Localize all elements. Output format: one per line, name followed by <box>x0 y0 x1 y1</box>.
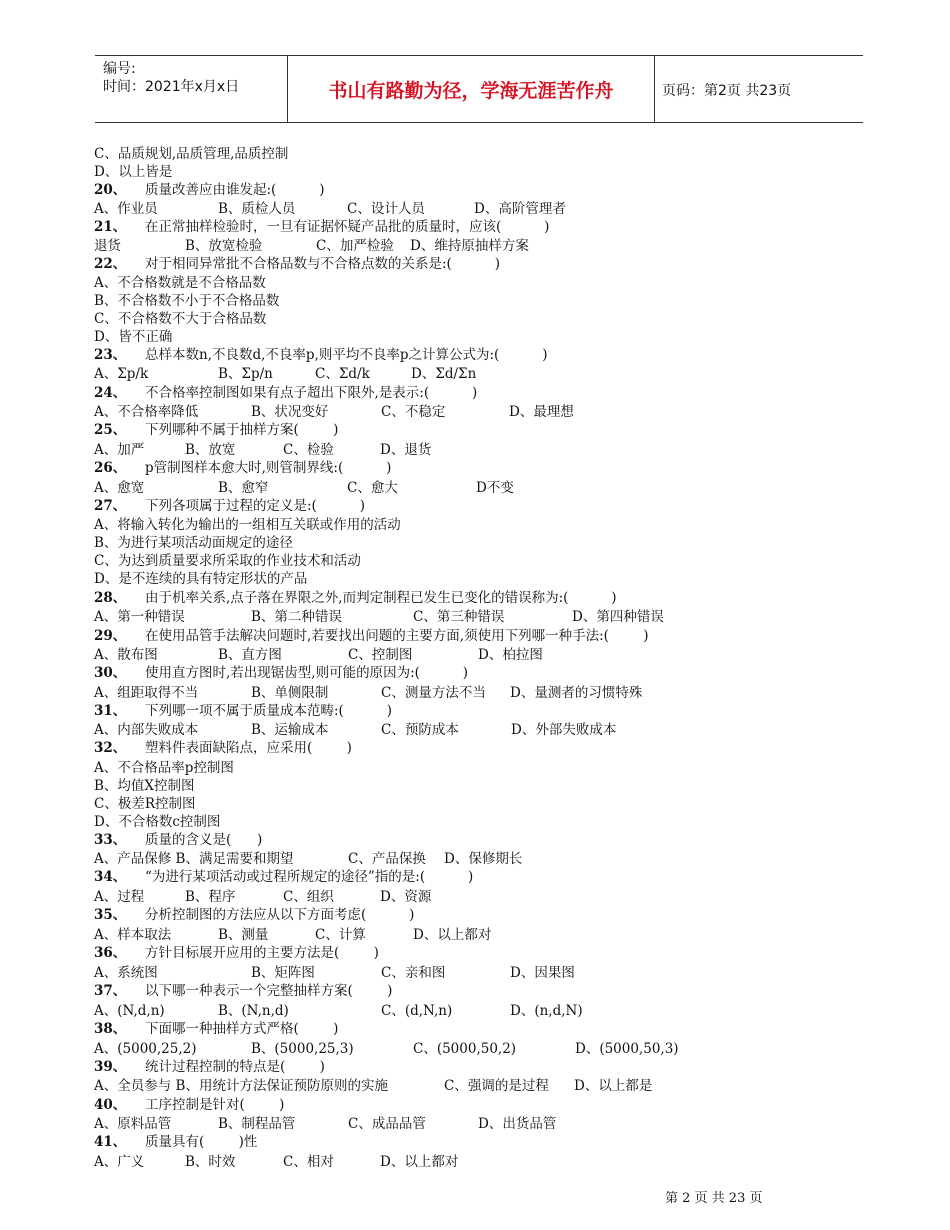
answer-option: C、设计人员 <box>347 201 425 217</box>
answer-option: B、不合格数不小于不合格品数 <box>94 293 280 309</box>
header-divider <box>287 56 288 122</box>
answer-option: C、强调的是过程 <box>444 1078 549 1094</box>
question-number: 34、 <box>94 869 127 885</box>
question <box>94 868 473 886</box>
answer-option: C、亲和图 <box>381 965 446 981</box>
option-row <box>94 274 854 292</box>
time-label: 时间：2021年x月x日 <box>103 79 240 95</box>
answer-option: B、制程品管 <box>218 1116 296 1132</box>
answer-option: C、愈大 <box>347 480 398 496</box>
question-number: 26、 <box>94 460 127 476</box>
answer-option: C、品质规划,品质管理,品质控制 <box>94 146 289 162</box>
question-number: 24、 <box>94 385 127 401</box>
answer-option: B、为进行某项活动面规定的途径 <box>94 535 293 551</box>
option-row <box>94 292 854 310</box>
answer-option: D、皆不正确 <box>94 329 173 345</box>
option-row <box>94 534 854 552</box>
question <box>94 384 477 402</box>
answer-option: A、(5000,25,2) <box>94 1041 197 1057</box>
question <box>94 346 548 364</box>
option-row <box>94 552 854 570</box>
answer-option: B、测量 <box>218 927 269 943</box>
question <box>94 1096 284 1114</box>
answer-option: A、产品保修 B、满足需要和期望 <box>94 851 294 867</box>
answer-option: D、以上都对 <box>413 927 492 943</box>
question-text: 下面哪一种抽样方式严格( ) <box>145 1021 339 1037</box>
option-row <box>94 441 854 459</box>
question <box>94 1058 325 1076</box>
answer-option: D、柏拉图 <box>478 647 543 663</box>
answer-option: B、程序 <box>185 889 236 905</box>
question-number: 36、 <box>94 945 127 961</box>
question <box>94 218 549 236</box>
answer-option: C、相对 <box>283 1154 334 1170</box>
question <box>94 627 649 645</box>
option-row <box>94 684 854 702</box>
answer-option: A、样本取法 <box>94 927 172 943</box>
answer-option: D、因果图 <box>510 965 575 981</box>
answer-option: A、(N,d,n) <box>94 1003 165 1019</box>
option-row <box>94 163 854 181</box>
question-text: 质量改善应由谁发起:( ) <box>145 182 325 198</box>
answer-option: D、出货品管 <box>478 1116 557 1132</box>
question <box>94 831 262 849</box>
option-row <box>94 1077 854 1095</box>
answer-option: D、Σd/Σn <box>411 366 477 382</box>
answer-option: B、状况变好 <box>251 404 329 420</box>
question-text: 质量的含义是( ) <box>145 832 263 848</box>
option-row <box>94 888 854 906</box>
answer-option: A、不合格率降低 <box>94 404 199 420</box>
option-row <box>94 479 854 497</box>
answer-option: A、全员参与 B、用统计方法保证预防原则的实施 <box>94 1078 388 1094</box>
answer-option: D、以上都是 <box>574 1078 653 1094</box>
option-row <box>94 926 854 944</box>
answer-option: C、为达到质量要求所采取的作业技术和活动 <box>94 553 361 569</box>
option-row <box>94 721 854 739</box>
answer-option: D、不合格数c控制图 <box>94 814 221 830</box>
question-number: 31、 <box>94 703 127 719</box>
question <box>94 702 392 720</box>
option-row <box>94 964 854 982</box>
answer-option: A、第一种错误 <box>94 609 185 625</box>
question-number: 33、 <box>94 832 127 848</box>
option-row <box>94 516 854 534</box>
answer-option: C、计算 <box>315 927 366 943</box>
answer-option: B、放宽 <box>185 442 236 458</box>
question-text: p管制图样本愈大时,则管制界线:( ) <box>145 460 392 476</box>
page-footer: 第 2 页 共 23 页 <box>665 1191 763 1206</box>
question-text: 下列哪种不属于抽样方案( ) <box>145 422 339 438</box>
answer-option: D、以上都对 <box>380 1154 459 1170</box>
question-text: 下列各项属于过程的定义是:( ) <box>145 498 365 514</box>
question-text: “为进行某项活动或过程所规定的途径”指的是:( ) <box>145 869 474 885</box>
option-row <box>94 850 854 868</box>
question-text: 以下哪一种表示一个完整抽样方案( ) <box>145 983 393 999</box>
option-row <box>94 608 854 626</box>
question-number: 23、 <box>94 347 127 363</box>
question <box>94 497 365 515</box>
question <box>94 944 379 962</box>
answer-option: B、(5000,25,3) <box>251 1041 354 1057</box>
code-label: 编号: <box>103 61 136 77</box>
answer-option: C、第三种错误 <box>413 609 505 625</box>
option-row <box>94 777 854 795</box>
answer-option: C、Σd/k <box>315 366 370 382</box>
answer-option: A、不合格数就是不合格品数 <box>94 275 266 291</box>
question <box>94 1020 338 1038</box>
answer-option: D、以上皆是 <box>94 164 173 180</box>
option-row <box>94 646 854 664</box>
answer-option: D、维持原抽样方案 <box>410 238 529 254</box>
answer-option: A、原料品管 <box>94 1116 172 1132</box>
answer-option: D、最理想 <box>509 404 574 420</box>
answer-option: C、检验 <box>283 442 334 458</box>
question-number: 35、 <box>94 907 127 923</box>
answer-option: C、(5000,50,2) <box>413 1041 517 1057</box>
option-row <box>94 328 854 346</box>
answer-option: B、矩阵图 <box>251 965 315 981</box>
answer-option: D不变 <box>476 480 514 496</box>
question-number: 20、 <box>94 182 127 198</box>
answer-option: B、均值X控制图 <box>94 778 195 794</box>
option-row <box>94 1153 854 1171</box>
question-number: 22、 <box>94 256 127 272</box>
answer-option: D、资源 <box>380 889 432 905</box>
option-row <box>94 310 854 328</box>
answer-option: A、不合格品率p控制图 <box>94 760 234 776</box>
question-text: 塑料件表面缺陷点，应采用( ) <box>145 740 352 756</box>
answer-option: C、测量方法不当 <box>381 685 486 701</box>
answer-option: A、散布图 <box>94 647 158 663</box>
question-number: 37、 <box>94 983 127 999</box>
answer-option: B、愈窄 <box>218 480 269 496</box>
answer-option: D、保修期长 <box>444 851 523 867</box>
page-info: 页码：第2页 共23页 <box>662 83 792 99</box>
answer-option: D、(5000,50,3) <box>575 1041 679 1057</box>
question-number: 30、 <box>94 665 127 681</box>
option-row <box>94 200 854 218</box>
answer-option: C、产品保换 <box>348 851 426 867</box>
answer-option: D、(n,d,N) <box>510 1003 583 1019</box>
answer-option: C、不稳定 <box>381 404 446 420</box>
option-row <box>94 365 854 383</box>
answer-option: C、(d,N,n) <box>381 1003 453 1019</box>
question-text: 分析控制图的方法应从以下方面考虑( ) <box>145 907 415 923</box>
answer-option: B、第二种错误 <box>251 609 342 625</box>
option-row <box>94 570 854 588</box>
option-row <box>94 1002 854 1020</box>
question <box>94 1133 257 1151</box>
option-row <box>94 759 854 777</box>
answer-option: A、组距取得不当 <box>94 685 199 701</box>
answer-option: C、加严检验 <box>316 238 394 254</box>
answer-option: A、将输入转化为输出的一组相互关联或作用的活动 <box>94 517 401 533</box>
header-divider <box>654 56 655 122</box>
question-text: 不合格率控制图如果有点子超出下限外,是表示:( ) <box>145 385 478 401</box>
answer-option: A、过程 <box>94 889 145 905</box>
answer-option: D、退货 <box>380 442 432 458</box>
answer-option: D、是不连续的具有特定形状的产品 <box>94 571 308 587</box>
question-number: 28、 <box>94 590 127 606</box>
answer-option: A、Σp/k <box>94 366 149 382</box>
question-number: 32、 <box>94 740 127 756</box>
question <box>94 459 391 477</box>
question-text: 工序控制是针对( ) <box>145 1097 285 1113</box>
option-row <box>94 1115 854 1133</box>
option-row <box>94 403 854 421</box>
answer-option: A、加严 <box>94 442 145 458</box>
answer-option: B、(N,n,d) <box>218 1003 289 1019</box>
question <box>94 664 468 682</box>
answer-option: B、时效 <box>185 1154 236 1170</box>
question <box>94 589 617 607</box>
question <box>94 739 352 757</box>
answer-option: C、成品品管 <box>348 1116 426 1132</box>
answer-option: A、广义 <box>94 1154 145 1170</box>
option-row <box>94 1040 854 1058</box>
question-text: 在正常抽样检验时，一旦有证据怀疑产品批的质量时，应该( ) <box>145 219 550 235</box>
question <box>94 982 392 1000</box>
answer-option: B、直方图 <box>218 647 282 663</box>
motto: 书山有路勤为径，学海无涯苦作舟 <box>328 79 614 102</box>
answer-option: B、Σp/n <box>218 366 273 382</box>
answer-option: D、量测者的习惯特殊 <box>510 685 643 701</box>
question-number: 41、 <box>94 1134 127 1150</box>
question-text: 总样本数n,不良数d,不良率p,则平均不良率p之计算公式为:( ) <box>145 347 548 363</box>
answer-option: A、愈宽 <box>94 480 145 496</box>
question-text: 下列哪一项不属于质量成本范畴:( ) <box>145 703 392 719</box>
answer-option: A、作业员 <box>94 201 158 217</box>
question-text: 质量具有( )性 <box>145 1134 258 1150</box>
option-row <box>94 813 854 831</box>
option-row <box>94 237 854 255</box>
header-meta <box>103 60 239 96</box>
answer-option: B、单侧限制 <box>251 685 329 701</box>
question-number: 29、 <box>94 628 127 644</box>
question <box>94 421 338 439</box>
question-text: 统计过程控制的特点是( ) <box>145 1059 325 1075</box>
option-row <box>94 145 854 163</box>
question-number: 25、 <box>94 422 127 438</box>
question-text: 方针目标展开应用的主要方法是( ) <box>145 945 379 961</box>
answer-option: B、质检人员 <box>218 201 296 217</box>
question-number: 21、 <box>94 219 127 235</box>
option-row <box>94 795 854 813</box>
question-text: 对于相同异常批不合格品数与不合格点数的关系是:( ) <box>145 256 500 272</box>
question-text: 由于机率关系,点子落在界限之外,而判定制程已发生已变化的错误称为:( ) <box>145 590 617 606</box>
answer-option: C、组织 <box>283 889 334 905</box>
document-header <box>95 55 863 123</box>
question-number: 40、 <box>94 1097 127 1113</box>
answer-option: C、预防成本 <box>381 722 459 738</box>
answer-option: A、内部失败成本 <box>94 722 199 738</box>
question-text: 在使用品管手法解决问题时,若要找出问题的主要方面,须使用下列哪一种手法:( ) <box>145 628 649 644</box>
answer-option: 退货 <box>94 238 121 254</box>
answer-option: D、高阶管理者 <box>474 201 566 217</box>
question-text: 使用直方图时,若出现锯齿型,则可能的原因为:( ) <box>145 665 469 681</box>
question <box>94 181 325 199</box>
answer-option: C、不合格数不大于合格品数 <box>94 311 267 327</box>
question-number: 39、 <box>94 1059 127 1075</box>
answer-option: B、运输成本 <box>251 722 329 738</box>
question-number: 38、 <box>94 1021 127 1037</box>
question-number: 27、 <box>94 498 127 514</box>
answer-option: C、极差R控制图 <box>94 796 196 812</box>
answer-option: D、第四种错误 <box>572 609 664 625</box>
answer-option: A、系统图 <box>94 965 158 981</box>
question <box>94 906 414 924</box>
answer-option: D、外部失败成本 <box>511 722 617 738</box>
question <box>94 255 500 273</box>
answer-option: B、放宽检验 <box>185 238 263 254</box>
answer-option: C、控制图 <box>348 647 413 663</box>
